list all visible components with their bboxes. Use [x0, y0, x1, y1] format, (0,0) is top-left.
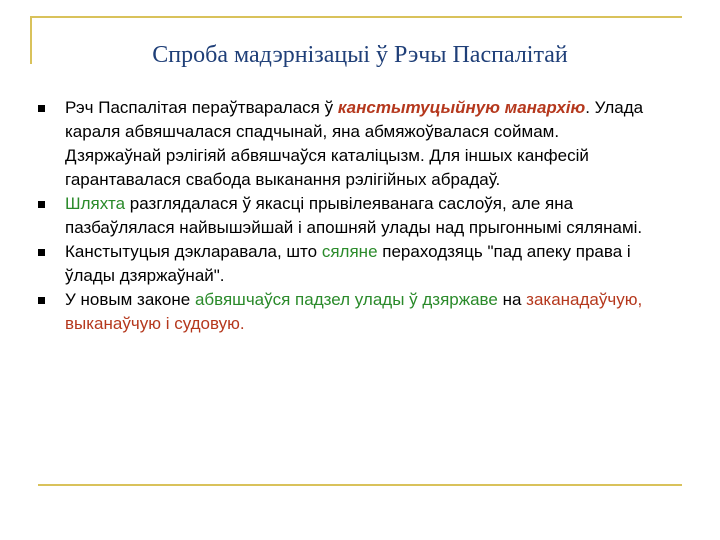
- bottom-border-line: [38, 484, 682, 486]
- item-text: . Улада караля абвяшчалася спадчынай, яна абмяжоўвалася соймам. Дзяржаўнай рэлігіяй абвяшчаўся каталіцызм. Для іншых канфесій гарантавалася свабода выканання рэлігійных абрадаў.: [65, 98, 644, 189]
- highlight-szlachta: Шляхта: [65, 194, 126, 213]
- highlight-separation-of-powers: абвяшчаўся падзел улады ў дзяржаве: [194, 290, 498, 309]
- list-item: [36, 96, 656, 192]
- item-text: Канстытуцыя дэкларавала, што: [65, 242, 322, 261]
- item-text: Рэч Паспалітая пераўтваралася ў: [65, 98, 338, 117]
- highlight-constitutional-monarchy: канстытуцыйную манархію: [337, 98, 586, 117]
- item-text: разглядалася ў якасці прывілеяванага саслоўя, але яна пазбаўлялася найвышэйшай і апошняй улады над прыгоннымі сялянамі.: [65, 194, 643, 237]
- top-border-line: [30, 16, 682, 18]
- square-bullet-icon: [38, 201, 45, 208]
- item-text: У новым законе: [65, 290, 195, 309]
- bullet-list: [36, 96, 656, 336]
- square-bullet-icon: [38, 249, 45, 256]
- square-bullet-icon: [38, 105, 45, 112]
- highlight-branches: заканадаўчую, выканаўчую і судовую.: [65, 290, 643, 333]
- square-bullet-icon: [38, 297, 45, 304]
- list-item: [36, 288, 656, 336]
- list-item: [36, 240, 656, 288]
- slide-title: Спроба мадэрнізацыі ў Рэчы Паспалітай: [152, 42, 568, 68]
- left-border-line: [30, 16, 32, 64]
- highlight-peasants: сяляне: [321, 242, 378, 261]
- item-text: на: [497, 290, 527, 309]
- list-item: [36, 192, 656, 240]
- item-text: пераходзяць "пад апеку права і ўлады дзяржаўнай".: [65, 242, 631, 285]
